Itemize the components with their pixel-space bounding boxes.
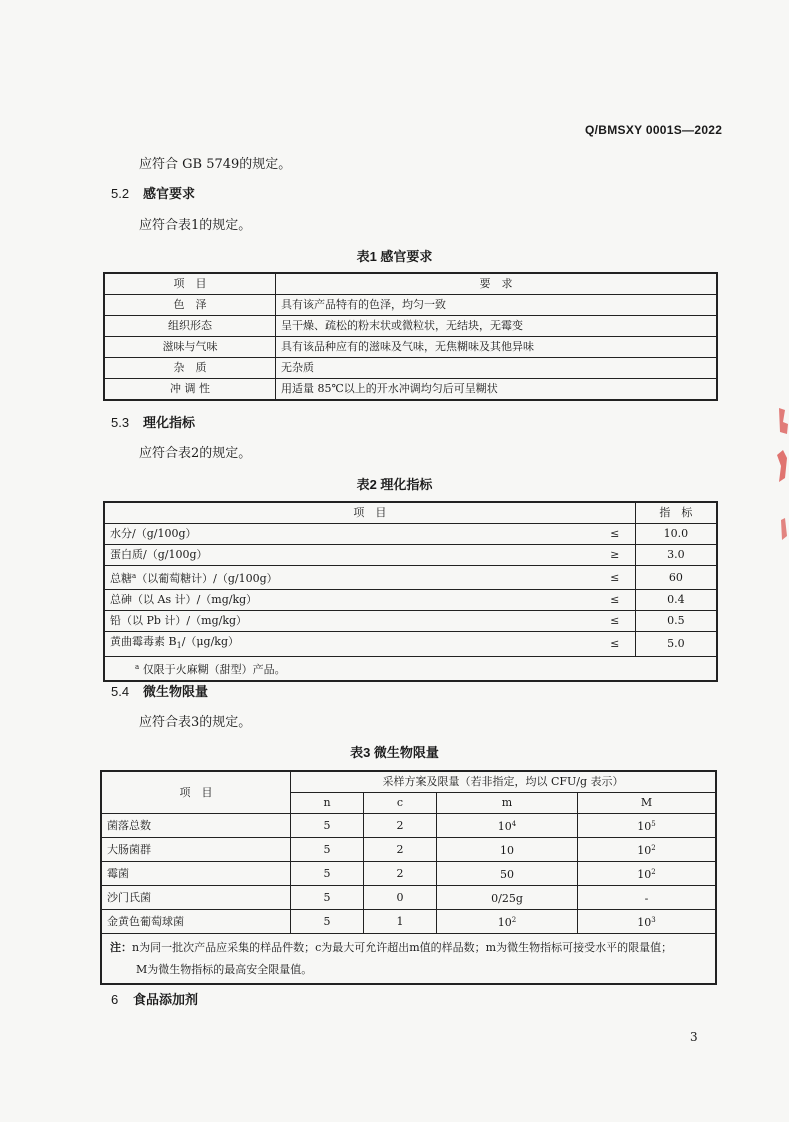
cell-requirement: 无杂质 [276, 358, 718, 379]
table-row [104, 545, 717, 566]
m-base: 0/25g [491, 892, 523, 905]
cell-item: 滋味与气味 [104, 337, 276, 358]
header-n: n [291, 793, 364, 814]
M-exponent: 2 [651, 868, 656, 876]
cell-value: 0.4 [635, 590, 717, 611]
item-unit: /（μg/kg） [181, 635, 239, 648]
table-row [104, 590, 717, 611]
cell-requirement: 呈干燥、疏松的粉末状或微粒状，无结块，无霉变 [276, 316, 718, 337]
cell-m [437, 862, 578, 886]
table-note-row [101, 934, 716, 985]
cell-n: 5 [291, 838, 364, 862]
standard-code: Q/BMSXY 0001S—2022 [585, 123, 723, 137]
table-row [104, 358, 717, 379]
cell-item: 水分/（g/100g） [104, 524, 595, 545]
table-note [104, 657, 717, 682]
header-item: 项 目 [101, 771, 291, 814]
header-item: 项 目 [104, 273, 276, 295]
cell-requirement: 用适量 85℃以上的开水冲调均匀后可呈糊状 [276, 379, 718, 401]
cell-item: 大肠菌群 [101, 838, 291, 862]
table-row [104, 337, 717, 358]
section-number: 5.3 [111, 415, 130, 430]
table-row [104, 295, 717, 316]
cell-c: 2 [364, 814, 437, 838]
table-note [101, 934, 716, 985]
table-row [101, 862, 716, 886]
paragraph-water-standard: 应符合 GB 5749的规定。 [139, 157, 292, 172]
cell-item: 沙门氏菌 [101, 886, 291, 910]
cell-M [578, 886, 717, 910]
table-row [104, 316, 717, 337]
m-base: 10 [497, 820, 512, 833]
header-M: M [578, 793, 717, 814]
table3-caption: 表3 微生物限量 [350, 745, 439, 760]
paragraph-table2-ref: 应符合表2的规定。 [139, 446, 252, 461]
note-line-1 [110, 937, 707, 959]
M-exponent: 2 [651, 844, 656, 852]
cell-c: 2 [364, 862, 437, 886]
M-exponent: 3 [651, 916, 656, 924]
cell-requirement: 具有该品种应有的滋味及气味，无焦糊味及其他异味 [276, 337, 718, 358]
table-note-row [104, 657, 717, 682]
subscript: 1 [176, 641, 182, 651]
table-header-row [101, 771, 716, 793]
table-row [104, 524, 717, 545]
table-header-row [104, 502, 717, 524]
cell-M [578, 910, 717, 934]
cell-item: 铅（以 Pb 计）/（mg/kg） [104, 611, 595, 632]
m-base: 50 [500, 868, 514, 881]
cell-operator: ≤ [595, 611, 636, 632]
cell-operator: ≤ [595, 590, 636, 611]
cell-item: 金黄色葡萄球菌 [101, 910, 291, 934]
cell-item [104, 632, 595, 657]
table-row [101, 886, 716, 910]
seal-stamp-fragment [761, 400, 789, 550]
header-requirement: 要 求 [276, 273, 718, 295]
page-number: 3 [690, 1030, 698, 1044]
section-heading-5-2 [111, 183, 195, 202]
cell-m [437, 886, 578, 910]
cell-n: 5 [291, 814, 364, 838]
cell-M [578, 862, 717, 886]
table1-caption: 表1 感官要求 [356, 249, 433, 264]
cell-item: 杂 质 [104, 358, 276, 379]
table2-caption: 表2 理化指标 [356, 477, 433, 492]
m-base: 10 [497, 916, 512, 929]
table-row [104, 611, 717, 632]
header-c: c [364, 793, 437, 814]
cell-n: 5 [291, 886, 364, 910]
m-exponent: 2 [511, 916, 517, 924]
m-exponent: 4 [511, 820, 517, 828]
note-text-1: n为同一批次产品应采集的样品件数；c为最大可允许超出m值的样品数；m为微生物指标可接受水平的限量值； [132, 941, 673, 954]
cell-operator: ≤ [595, 524, 636, 545]
cell-value: 10.0 [635, 524, 717, 545]
section-heading-5-4 [111, 681, 208, 700]
table-row [104, 379, 717, 401]
item-name: 总糖 [110, 572, 132, 585]
cell-item: 冲 调 性 [104, 379, 276, 401]
cell-value: 5.0 [635, 632, 717, 657]
item-name: 黄曲霉毒素 B [110, 635, 177, 648]
note-label: 注： [110, 942, 132, 954]
cell-operator: ≤ [595, 566, 636, 590]
header-indicator: 指 标 [635, 502, 717, 524]
cell-c: 2 [364, 838, 437, 862]
header-sampling-plan: 采样方案及限量（若非指定，均以 CFU/g 表示） [291, 771, 717, 793]
cell-item: 蛋白质/（g/100g） [104, 545, 595, 566]
section-number: 5.2 [111, 186, 130, 201]
M-base: 10 [637, 916, 652, 929]
table-header-row [104, 273, 717, 295]
cell-value: 3.0 [635, 545, 717, 566]
cell-item: 菌落总数 [101, 814, 291, 838]
cell-item [104, 566, 595, 590]
cell-item: 色 泽 [104, 295, 276, 316]
section-number: 5.4 [111, 684, 130, 699]
cell-value: 60 [635, 566, 717, 590]
note-text: 仅限于火麻糊（甜型）产品。 [142, 663, 286, 677]
paragraph-table1-ref: 应符合表1的规定。 [139, 218, 252, 233]
table-row [101, 814, 716, 838]
section-title: 感官要求 [143, 186, 196, 201]
section-title: 食品添加剂 [133, 992, 199, 1007]
cell-c: 1 [364, 910, 437, 934]
footnote-marker: a [135, 663, 140, 672]
cell-item: 霉菌 [101, 862, 291, 886]
item-unit: （以葡萄糖计）/（g/100g） [136, 572, 278, 585]
cell-m [437, 910, 578, 934]
section-title: 理化指标 [143, 415, 196, 430]
table-row [101, 838, 716, 862]
cell-m [437, 838, 578, 862]
cell-m [437, 814, 578, 838]
footnote-marker: a [132, 572, 137, 580]
note-line-2: M为微生物指标的最高安全限量值。 [136, 963, 313, 976]
M-base: 10 [637, 844, 652, 857]
table-row [104, 632, 717, 657]
m-base: 10 [500, 844, 514, 857]
cell-operator: ≥ [595, 545, 636, 566]
M-base: - [644, 892, 649, 905]
table-row [104, 566, 717, 590]
cell-M [578, 814, 717, 838]
cell-item: 总砷（以 As 计）/（mg/kg） [104, 590, 595, 611]
section-heading-5-3 [111, 412, 195, 431]
table-row [101, 910, 716, 934]
cell-n: 5 [291, 862, 364, 886]
cell-operator: ≤ [595, 632, 636, 657]
cell-item: 组织形态 [104, 316, 276, 337]
section-number: 6 [111, 992, 119, 1007]
cell-M [578, 838, 717, 862]
table-physicochemical-indicators [103, 501, 718, 682]
header-item: 项 目 [104, 502, 635, 524]
cell-requirement: 具有该产品特有的色泽，均匀一致 [276, 295, 718, 316]
section-heading-6 [111, 989, 198, 1008]
cell-value: 0.5 [635, 611, 717, 632]
table-sensory-requirements [103, 272, 718, 401]
M-base: 10 [637, 820, 652, 833]
cell-n: 5 [291, 910, 364, 934]
M-exponent: 5 [651, 820, 656, 828]
paragraph-table3-ref: 应符合表3的规定。 [139, 715, 252, 730]
cell-c: 0 [364, 886, 437, 910]
table-microbial-limits [100, 770, 717, 985]
section-title: 微生物限量 [143, 684, 209, 699]
M-base: 10 [637, 868, 652, 881]
header-m: m [437, 793, 578, 814]
